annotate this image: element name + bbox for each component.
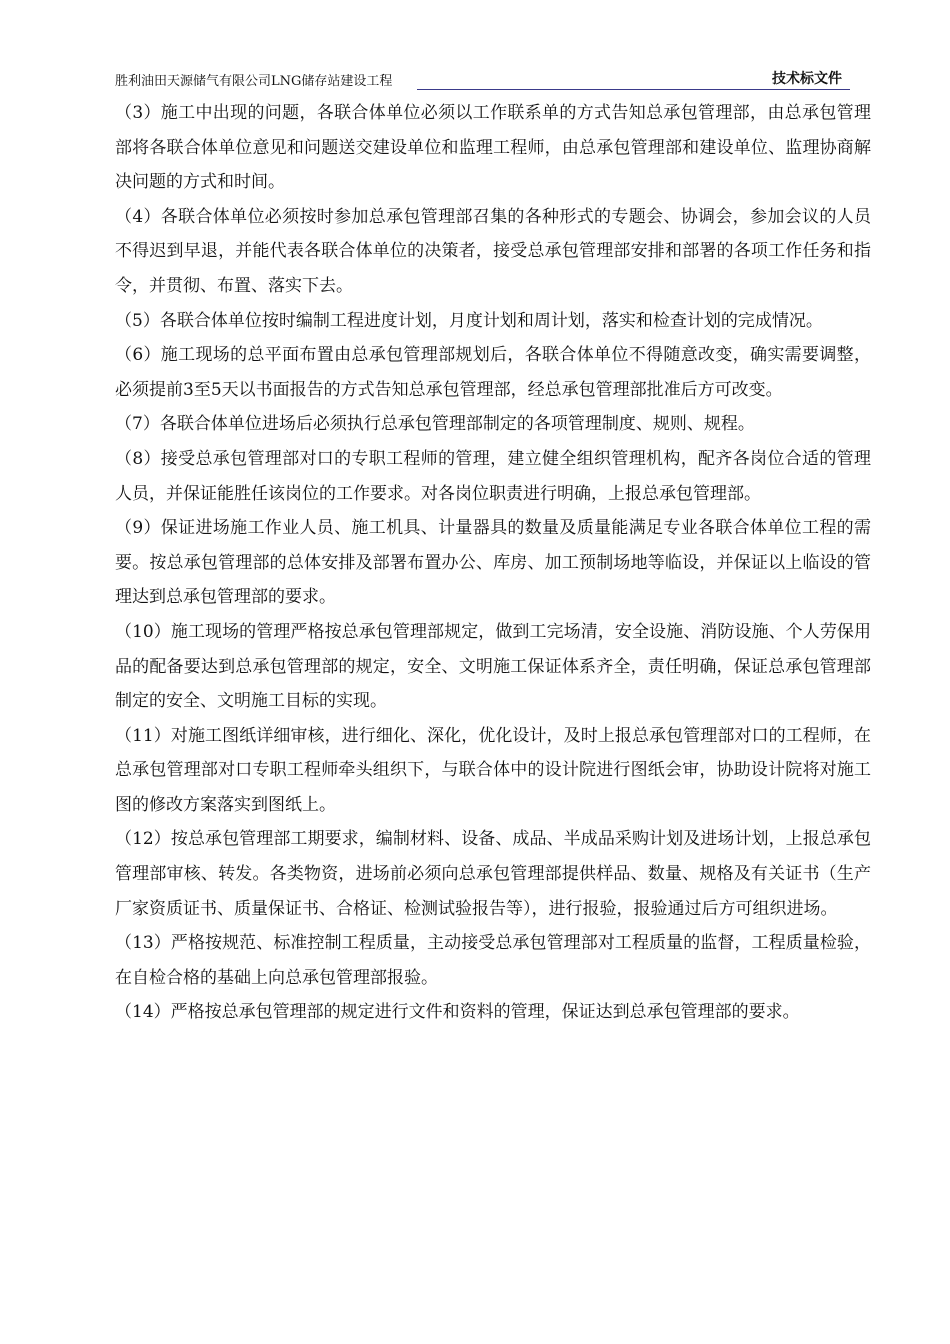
paragraph-7: （7）各联合体单位进场后必须执行总承包管理部制定的各项管理制度、规则、规程。	[115, 414, 755, 435]
paragraph-4: （4）各联合体单位必须按时参加总承包管理部召集的各种形式的专题会、协调会，参加会议的人员不得迟到早退，并能代表各联合体单位的决策者，接受总承包管理部安排和部署的各项工作任务和指令，并贯彻、布置、落实下去。	[115, 206, 871, 296]
paragraph-3: （3）施工中出现的问题，各联合体单位必须以工作联系单的方式告知总承包管理部，由总承包管理部将各联合体单位意见和问题送交建设单位和监理工程师，由总承包管理部和建设单位、监理协商解决问题的方式和时间。	[115, 103, 871, 193]
header-underline	[417, 89, 850, 90]
header-document-type: 技术标文件	[772, 71, 842, 87]
paragraph-8: （8）接受总承包管理部对口的专职工程师的管理，建立健全组织管理机构，配齐各岗位合适的管理人员，并保证能胜任该岗位的工作要求。对各岗位职责进行明确，上报总承包管理部。	[115, 448, 871, 504]
paragraph-5: （5）各联合体单位按时编制工程进度计划，月度计划和周计划，落实和检查计划的完成情况。	[115, 310, 823, 331]
paragraph-9: （9）保证进场施工作业人员、施工机具、计量器具的数量及质量能满足专业各联合体单位工程的需要。按总承包管理部的总体安排及部署布置办公、库房、加工预制场地等临设，并保证以上临设的管理达到总承包管理部的要求。	[115, 518, 871, 608]
paragraph-12: （12）按总承包管理部工期要求，编制材料、设备、成品、半成品采购计划及进场计划，上报总承包管理部审核、转发。各类物资，进场前必须向总承包管理部提供样品、数量、规格及有关证书（生产厂家资质证书、质量保证书、合格证、检测试验报告等），进行报验，报验通过后方可组织进场。	[115, 829, 871, 919]
paragraph-14: （14）严格按总承包管理部的规定进行文件和资料的管理，保证达到总承包管理部的要求。	[115, 1002, 800, 1023]
paragraph-6: （6）施工现场的总平面布置由总承包管理部规划后，各联合体单位不得随意改变，确实需要调整，必须提前3至5天以书面报告的方式告知总承包管理部，经总承包管理部批准后方可改变。	[115, 345, 871, 400]
paragraph-13: （13）严格按规范、标准控制工程质量，主动接受总承包管理部对工程质量的监督，工程质量检验，在自检合格的基础上向总承包管理部报验。	[115, 933, 871, 988]
document-body	[115, 96, 871, 1030]
header-project-title: 胜利油田天源储气有限公司LNG储存站建设工程	[115, 74, 393, 89]
paragraph-10: （10）施工现场的管理严格按总承包管理部规定，做到工完场清，安全设施、消防设施、个人劳保用品的配备要达到总承包管理部的规定，安全、文明施工保证体系齐全，责任明确，保证总承包管理部制定的安全、文明施工目标的实现。	[115, 621, 871, 712]
page-header	[115, 70, 850, 92]
paragraph-11: （11）对施工图纸详细审核，进行细化、深化，优化设计，及时上报总承包管理部对口的工程师，在总承包管理部对口专职工程师牵头组织下，与联合体中的设计院进行图纸会审，协助设计院将对施工图的修改方案落实到图纸上。	[115, 725, 871, 815]
